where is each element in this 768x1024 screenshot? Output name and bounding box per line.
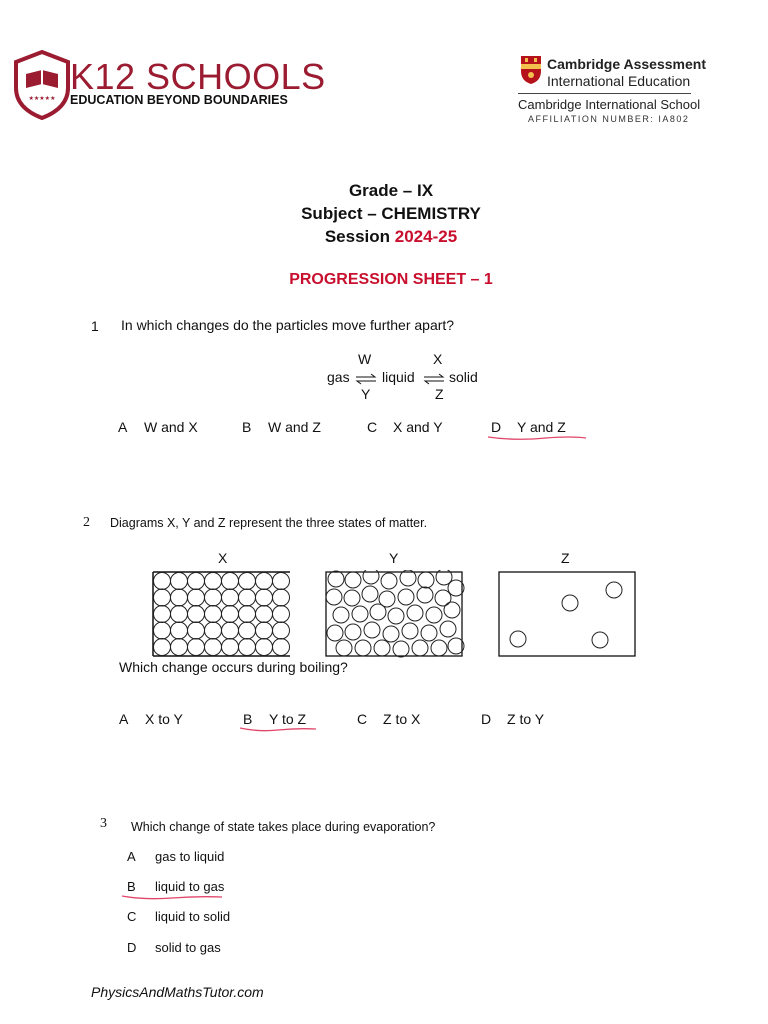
particle [154,622,171,639]
diagram-x-solid [150,570,295,658]
q1-label-x: X [433,351,443,367]
q1-answer-underline [486,432,588,442]
footer-source: PhysicsAndMathsTutor.com [91,984,264,1000]
particle [364,622,380,638]
q1-text: In which changes do the particles move further apart? [121,317,455,333]
particle [205,622,222,639]
particle [336,640,352,656]
q2-question: Which change occurs during boiling? [119,659,348,675]
diagram-z-label: Z [561,550,570,566]
particle [239,606,256,623]
particle [188,622,205,639]
particle [398,589,414,605]
board-name-line1: Cambridge Assessment [547,56,706,72]
particle [171,622,188,639]
particle [273,606,290,623]
particle [188,606,205,623]
particle [355,640,371,656]
affiliation-number: AFFILIATION NUMBER: IA802 [528,114,690,124]
diagram-y-liquid [322,570,467,658]
particle [426,607,442,623]
q1-number: 1 [91,318,99,334]
subject-title: Subject – CHEMISTRY [301,204,481,223]
q1-option-c[interactable]: C X and Y [367,419,443,435]
particle [370,604,386,620]
q1-option-d[interactable]: D Y and Z [491,419,566,435]
particle [421,625,437,641]
cambridge-crest-icon [520,55,542,85]
particle [205,573,222,590]
particle [273,573,290,590]
particle [444,602,460,618]
particle [333,607,349,623]
particle [205,606,222,623]
particle [154,573,171,590]
particle [239,573,256,590]
diagram-y-label: Y [389,550,399,566]
school-tagline: EDUCATION BEYOND BOUNDARIES [70,93,288,107]
particle [171,589,188,606]
q1-label-y: Y [361,386,371,402]
q3-option-b[interactable]: B liquid to gas [127,879,225,894]
particle [205,639,222,656]
particle [326,589,342,605]
particle [383,626,399,642]
q1-label-w: W [358,351,372,367]
particle [273,589,290,606]
particle [188,573,205,590]
session-title [0,227,768,247]
particle [352,606,368,622]
particle [592,632,608,648]
particle [407,605,423,621]
sheet-title: PROGRESSION SHEET – 1 [289,271,493,288]
q2-option-d[interactable]: D Z to Y [481,711,545,727]
particle [431,640,447,656]
q2-number: 2 [83,515,90,530]
particle [154,639,171,656]
q2-option-c[interactable]: C Z to X [357,711,421,727]
particle [205,589,222,606]
particle [562,595,578,611]
particle [345,572,361,588]
particle [171,639,188,656]
q1-option-a[interactable]: A W and X [118,419,198,435]
q3-option-a[interactable]: A gas to liquid [127,849,225,864]
q3-text: Which change of state takes place during evaporation? [131,820,436,834]
particle [435,590,451,606]
school-name: K12 SCHOOLS [70,56,326,97]
particle [393,641,409,657]
particle [510,631,526,647]
particle [239,589,256,606]
particle [154,589,171,606]
particle [222,622,239,639]
particle [273,639,290,656]
session-label: Session [324,227,395,246]
q2-answer-underline [238,724,318,734]
particle [171,606,188,623]
particle [606,582,622,598]
diagram-x-label: X [218,550,228,566]
svg-text:★★★★★: ★★★★★ [28,95,56,102]
q3-option-d[interactable]: D solid to gas [127,940,221,955]
particle [273,622,290,639]
q1-liquid: liquid [382,369,415,385]
particle [222,606,239,623]
particle [222,639,239,656]
q1-solid: solid [449,369,478,385]
particle [256,589,273,606]
q2-option-b[interactable]: B Y to Z [243,711,307,727]
particle [362,586,378,602]
particle [412,640,428,656]
board-name-line2: International Education [547,73,691,89]
particle [222,589,239,606]
q2-text: Diagrams X, Y and Z represent the three states of matter. [110,516,428,530]
session-year: 2024-25 [394,227,458,246]
particle [344,590,360,606]
particle [256,606,273,623]
particle [256,573,273,590]
grade-title: Grade – IX [348,181,434,200]
particle [154,606,171,623]
q3-number: 3 [100,816,107,831]
particle [440,621,456,637]
particle [388,608,404,624]
q1-gas: gas [327,369,350,385]
particle [328,571,344,587]
particle [381,573,397,589]
q1-option-b[interactable]: B W and Z [242,419,321,435]
particle [417,587,433,603]
particle [327,625,343,641]
particle [374,640,390,656]
particle [402,623,418,639]
particle [256,622,273,639]
q3-answer-underline [120,892,224,902]
q2-option-a[interactable]: A X to Y [119,711,183,727]
diagram-z-gas [495,570,640,658]
particle [188,639,205,656]
particle [171,573,188,590]
k12-shield-logo-icon [12,50,72,120]
particle [222,573,239,590]
board-school: Cambridge International School [518,97,701,112]
header-divider [518,93,691,94]
q3-option-c[interactable]: C liquid to solid [127,909,231,924]
particle [418,572,434,588]
particle [239,639,256,656]
particle [256,639,273,656]
particle [188,589,205,606]
particle [345,624,361,640]
particle [239,622,256,639]
q1-label-z: Z [435,386,444,402]
